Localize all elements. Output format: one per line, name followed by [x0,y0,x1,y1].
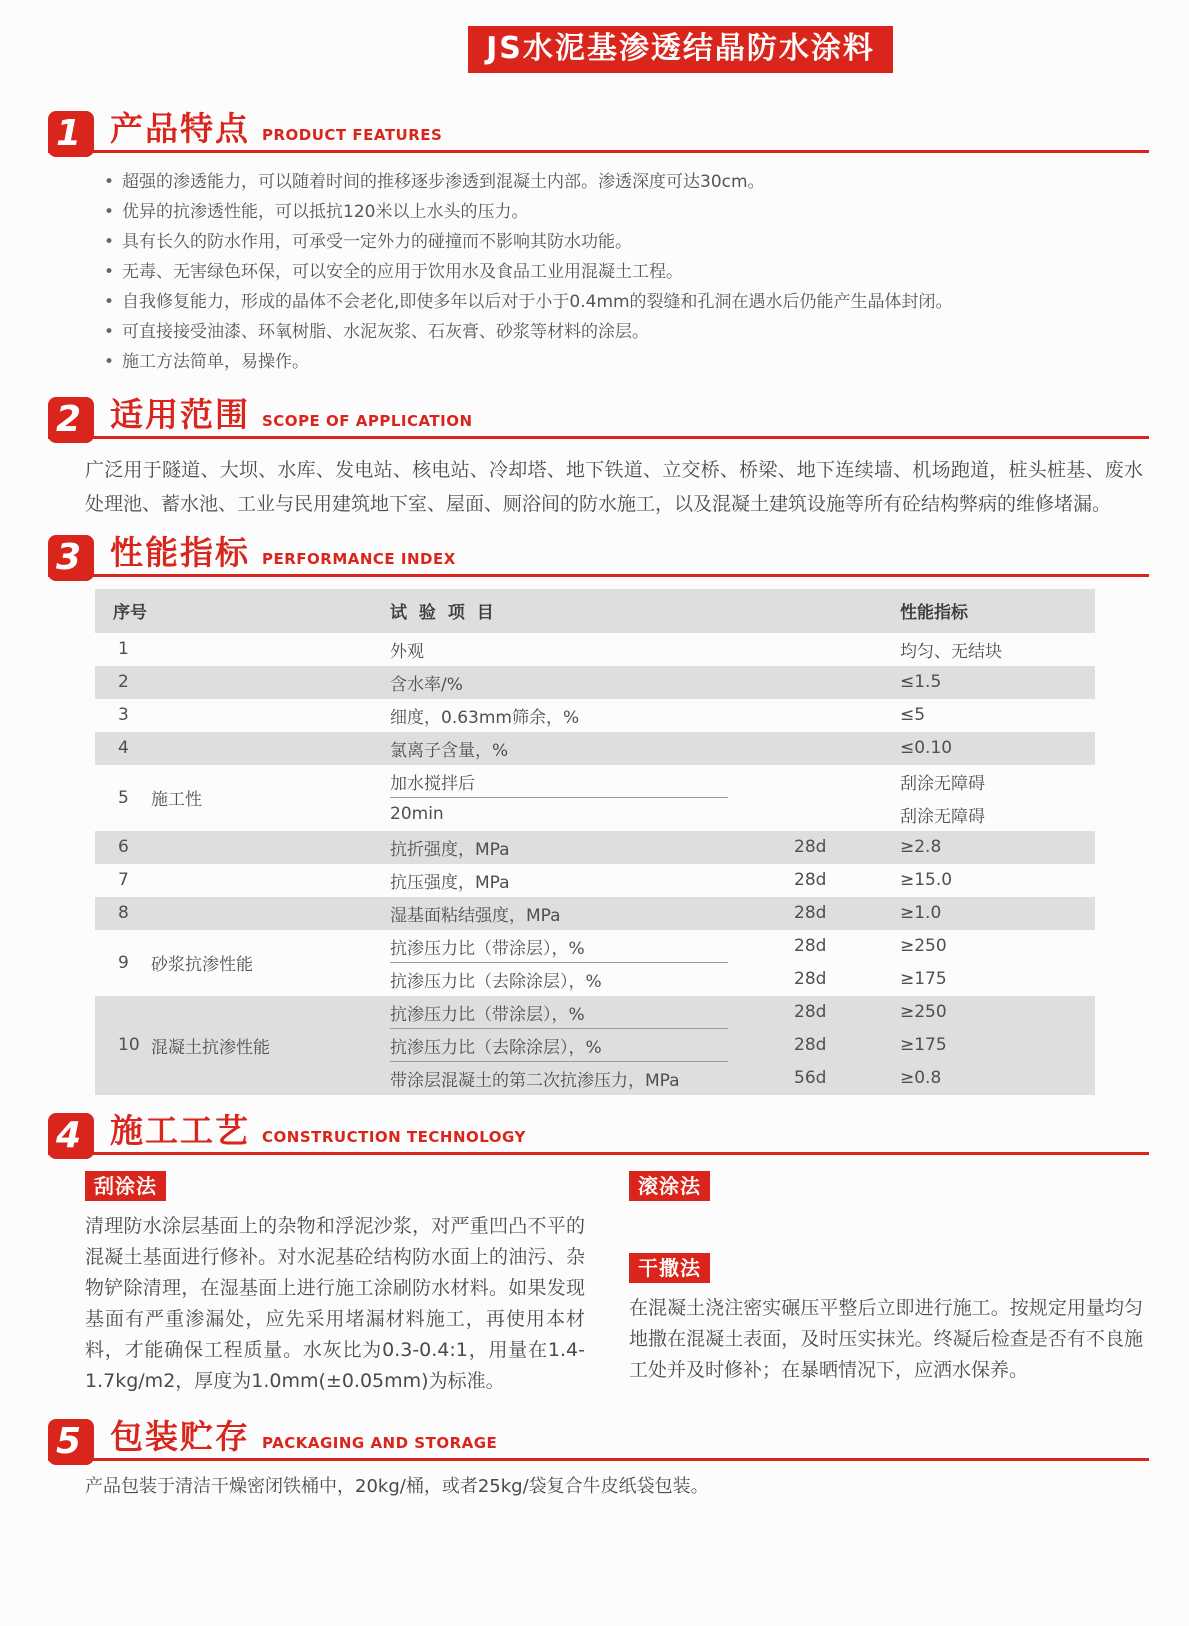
row-age: 28d [794,936,827,956]
section-features-header [48,108,1149,154]
table-row [95,831,1095,864]
product-title-banner: JS水泥基渗透结晶防水涂料 [468,26,893,73]
section-number-badge: 3 [48,535,94,581]
section-features [40,108,1149,377]
row-value: ≥175 [900,1035,947,1055]
row-item: 抗折强度，MPa [390,839,510,860]
performance-table [95,589,1095,1095]
method-badge: 干撒法 [629,1253,710,1283]
list-item: • 施工方法简单，易操作。 [104,347,1149,377]
row-no: 8 [118,903,129,923]
row-no: 6 [118,837,129,857]
table-header-item: 试 验 项 目 [390,603,497,623]
row-age: 28d [794,837,827,857]
section-performance [40,532,1149,1095]
row-item: 加水搅拌后 [390,773,475,794]
row-no: 4 [118,738,129,758]
table-header-row [95,589,1095,633]
section-title: 施工工艺 [110,1110,250,1150]
row-item: 抗压强度，MPa [390,872,510,893]
list-item: • 具有长久的防水作用，可承受一定外力的碰撞而不影响其防水功能。 [104,227,1149,257]
section-title: 包装贮存 [110,1416,250,1456]
table-header-index: 性能指标 [900,603,968,623]
row-item: 抗渗压力比（带涂层），% [390,1004,585,1025]
section-scope [40,394,1149,521]
section-construction-header [48,1110,1149,1156]
row-no: 9 [118,952,129,973]
row-age: 28d [794,903,827,923]
row-value: ≤0.10 [900,738,953,758]
section-title: 产品特点 [110,108,250,148]
row-item: 抗渗压力比（去除涂层），% [390,971,602,992]
row-value: ≥0.8 [900,1068,942,1088]
section-construction [40,1110,1149,1397]
row-value: 刮涂无障碍 [900,773,985,794]
row-value: ≥250 [900,936,947,956]
section-title: 适用范围 [110,394,250,434]
list-item: • 自我修复能力，形成的晶体不会老化,即使多年以后对于小于0.4mm的裂缝和孔洞在遇水后仍能产生晶体封闭。 [104,287,1149,317]
row-item: 抗渗压力比（带涂层），% [390,938,585,959]
list-item: • 可直接接受油漆、环氧树脂、水泥灰浆、石灰膏、砂浆等材料的涂层。 [104,317,1149,347]
spacer [629,1211,1143,1253]
section-number-badge: 5 [48,1419,94,1465]
method-roller-and-dry [629,1171,1143,1397]
method-badge: 刮涂法 [85,1171,166,1201]
row-age: 56d [794,1068,827,1088]
table-header-no: 序号 [113,603,147,623]
row-value: ≤5 [900,705,926,725]
section-number-badge: 1 [48,111,94,157]
method-text: 在混凝土浇注密实碾压平整后立即进行施工。按规定用量均匀地撒在混凝土表面，及时压实抹光。终凝后检查是否有不良施工处并及时修补；在暴晒情况下，应洒水保养。 [629,1296,1143,1381]
table-row [95,633,1095,666]
method-scrape-coating [85,1171,585,1397]
row-item: 外观 [390,641,424,662]
table-row [95,666,1095,699]
list-item: • 优异的抗渗透性能，可以抵抗120米以上水头的压力。 [104,197,1149,227]
row-value: 刮涂无障碍 [900,806,985,827]
construction-methods [85,1171,1143,1397]
row-no: 10 [118,1035,140,1055]
method-text: 清理防水涂层基面上的杂物和浮泥沙浆，对严重凹凸不平的混凝土基面进行修补。对水泥基砼结构防水面上的油污、杂物铲除清理，在湿基面上进行施工涂刷防水材料。如果发现基面有严重渗漏处，应先采用堵漏材料施工，再使用本材料，才能确保工程质量。水灰比为0.3-0.4:1，用量在1.4-1.7kg/m2，厚度为1.0mm(±0.05mm)为标准。 [85,1214,585,1392]
section-subtitle-en: PRODUCT FEATURES [262,125,443,144]
list-item: • 无毒、无害绿色环保，可以安全的应用于饮用水及食品工业用混凝土工程。 [104,257,1149,287]
table-row [95,864,1095,897]
section-performance-header [48,532,1149,578]
section-subtitle-en: PACKAGING AND STORAGE [262,1433,498,1452]
table-row [95,765,1095,831]
table-row [95,930,1095,996]
row-item: 湿基面粘结强度，MPa [390,905,561,926]
section-title: 性能指标 [110,532,250,572]
row-item: 细度，0.63mm筛余，% [390,707,580,728]
packaging-paragraph: 产品包装于清洁干燥密闭铁桶中，20kg/桶，或者25kg/袋复合牛皮纸袋包装。 [85,1475,709,1497]
row-group: 施工性 [151,790,202,810]
row-item: 抗渗压力比（去除涂层），% [390,1037,602,1058]
list-item: • 超强的渗透能力，可以随着时间的推移逐步渗透到混凝土内部。渗透深度可达30cm。 [104,167,1149,197]
row-no: 5 [118,787,129,808]
row-value: ≥1.0 [900,903,942,923]
row-value: ≥2.8 [900,837,942,857]
row-age: 28d [794,1035,827,1055]
row-item: 20min [390,804,444,824]
row-item: 氯离子含量，% [390,740,509,761]
table-row [95,996,1095,1095]
row-item: 带涂层混凝土的第二次抗渗压力，MPa [390,1070,680,1091]
row-value: ≥15.0 [900,870,953,890]
row-value: 均匀、无结块 [900,641,1002,662]
row-value: ≥175 [900,969,947,989]
row-item: 含水率/% [390,674,463,695]
section-subtitle-en: SCOPE OF APPLICATION [262,411,473,430]
row-no: 3 [118,705,129,725]
section-packaging [40,1416,1149,1501]
scope-paragraph: 广泛用于隧道、大坝、水库、发电站、核电站、冷却塔、地下铁道、立交桥、桥梁、地下连续墙、机场跑道，桩头桩基、废水处理池、蓄水池、工业与民用建筑地下室、屋面、厕浴间的防水施工，以及混凝土建筑设施等所有砼结构弊病的维修堵漏。 [85,458,1143,515]
section-number-badge: 4 [48,1113,94,1159]
table-row [95,897,1095,930]
row-group: 混凝土抗渗性能 [151,1037,270,1058]
row-group: 砂浆抗渗性能 [151,955,253,975]
row-age: 28d [794,969,827,989]
section-packaging-header [48,1416,1149,1462]
row-no: 2 [118,672,129,692]
row-value: ≥250 [900,1002,947,1022]
row-age: 28d [794,1002,827,1022]
row-age: 28d [794,870,827,890]
section-number-badge: 2 [48,397,94,443]
section-scope-header [48,394,1149,440]
datasheet-page [0,26,1189,1501]
table-row [95,699,1095,732]
row-value: ≤1.5 [900,672,942,692]
feature-list [104,167,1149,377]
method-badge: 滚涂法 [629,1171,710,1201]
section-subtitle-en: CONSTRUCTION TECHNOLOGY [262,1127,526,1146]
table-row [95,732,1095,765]
row-no: 1 [118,639,129,659]
row-no: 7 [118,870,129,890]
section-subtitle-en: PERFORMANCE INDEX [262,549,456,568]
